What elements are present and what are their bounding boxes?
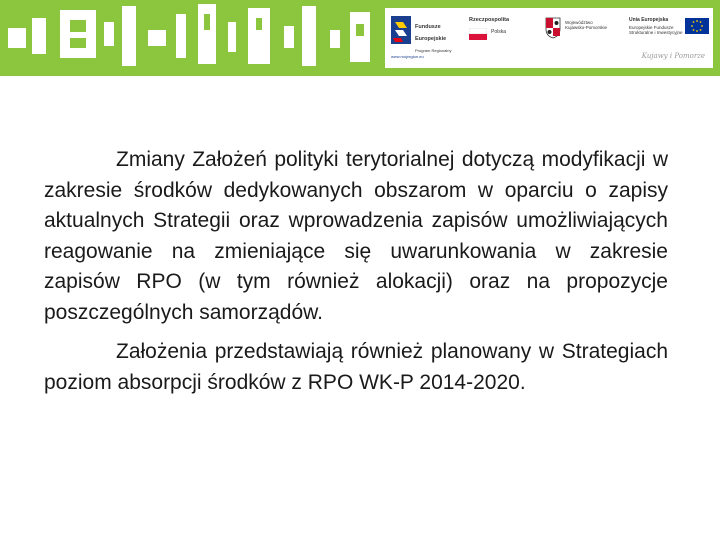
fundusze-logo-text: Fundusze Europejskie Program Regionalny xyxy=(415,24,452,53)
rp-logo-line2: Polska xyxy=(491,29,507,35)
decorative-blocks-graphic xyxy=(0,0,380,76)
eu-funds-star-icon xyxy=(391,16,411,44)
polish-flag-icon xyxy=(469,28,487,40)
ue-logo-subtitle: Europejskie Fundusze Strukturalne i Inwestycyjne xyxy=(629,25,683,35)
region-url: www.mojregion.eu xyxy=(391,54,424,59)
rp-logo-line1: Rzeczpospolita xyxy=(469,17,510,23)
body-paragraph-1: Zmiany Założeń polityki terytorialnej dotyczą modyfikacji w zakresie środków dedykowanych obszarom w oparciu o zapisy aktualnych Strategii oraz wprowadzenia zapisów umożliwiających reagowanie na zmieniające się uwarunkowania w zakresie zapisów RPO (w tym również alokacji) oraz na propozycje poszczególnych samorządów. xyxy=(44,148,668,324)
funding-logos-strip xyxy=(385,8,713,68)
eu-flag-icon xyxy=(685,18,709,34)
body-paragraph-2: Założenia przedstawiają również planowany w Strategiach poziom absorpcji środków z RPO WK-P 2014-2020. xyxy=(44,340,668,394)
region-motto: Kujawy i Pomorze xyxy=(641,52,705,60)
voivodeship-coat-of-arms-icon xyxy=(545,17,561,39)
slide-body xyxy=(44,145,668,398)
header-band xyxy=(0,0,720,76)
wojewodztwo-logo-text: Województwo Kujawsko-Pomorskie xyxy=(565,20,608,30)
ue-logo-title: Unia Europejska xyxy=(629,17,669,23)
